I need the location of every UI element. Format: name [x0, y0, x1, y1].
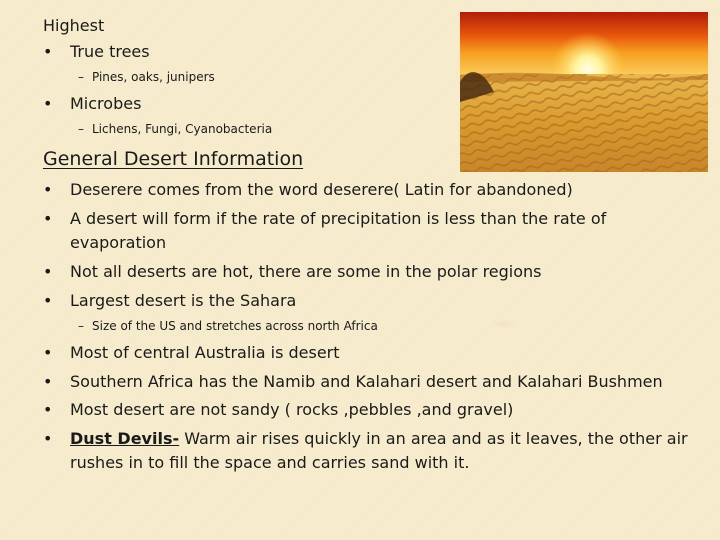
- bullet-dot: •: [43, 209, 53, 228]
- sub-text: Pines, oaks, junipers: [92, 70, 215, 84]
- sub-dash: –: [78, 70, 84, 84]
- sub-text: Lichens, Fungi, Cyanobacteria: [92, 122, 273, 136]
- bullet-dot: •: [43, 262, 53, 281]
- bullet-text-line1: A desert will form if the rate of precipitation is less than the rate of: [70, 209, 607, 228]
- sub-text: Size of the US and stretches across north Africa: [92, 319, 378, 333]
- bullet-text: Not all deserts are hot, there are some in the polar regions: [70, 262, 542, 281]
- bullet-text: Microbes: [70, 94, 142, 113]
- bullet-text: Southern Africa has the Namib and Kalahari desert and Kalahari Bushmen: [70, 372, 663, 391]
- bullet-dot: •: [43, 180, 53, 199]
- bullet-dot: •: [43, 343, 53, 362]
- bullet-dot: •: [43, 429, 53, 448]
- heading-highest: Highest: [43, 16, 105, 35]
- sub-bullet-pines: [78, 68, 215, 86]
- bullet-text: Deserere comes from the word deserere( Latin for abandoned): [70, 180, 573, 199]
- desert-sunset-photo: [460, 12, 708, 172]
- bullet-text: Most desert are not sandy ( rocks ,pebbles ,and gravel): [70, 400, 514, 419]
- sub-bullet-sahara-size: [78, 317, 378, 335]
- sub-dash: –: [78, 319, 84, 333]
- bullet-dot: •: [43, 291, 53, 310]
- bullet-dot: •: [43, 42, 53, 61]
- section-title: General Desert Information: [43, 148, 304, 170]
- sub-bullet-lichens: [78, 120, 272, 138]
- dust-devils-text: Warm air rises quickly in an area and as it leaves, the other air: [179, 429, 688, 448]
- bullet-text-line1: [70, 427, 688, 451]
- bullet-text: Most of central Australia is desert: [70, 343, 340, 362]
- bullet-dot: •: [43, 372, 53, 391]
- desert-sunset-image: [460, 12, 708, 172]
- bullet-text-line2: rushes in to fill the space and carries sand with it.: [70, 453, 470, 472]
- bullet-dot: •: [43, 94, 53, 113]
- dust-devils-label: Dust Devils-: [70, 429, 180, 448]
- bullet-text-line2: evaporation: [70, 233, 167, 252]
- bullet-dot: •: [43, 400, 53, 419]
- bullet-text: Largest desert is the Sahara: [70, 291, 297, 310]
- bullet-text: True trees: [70, 42, 150, 61]
- sub-dash: –: [78, 122, 84, 136]
